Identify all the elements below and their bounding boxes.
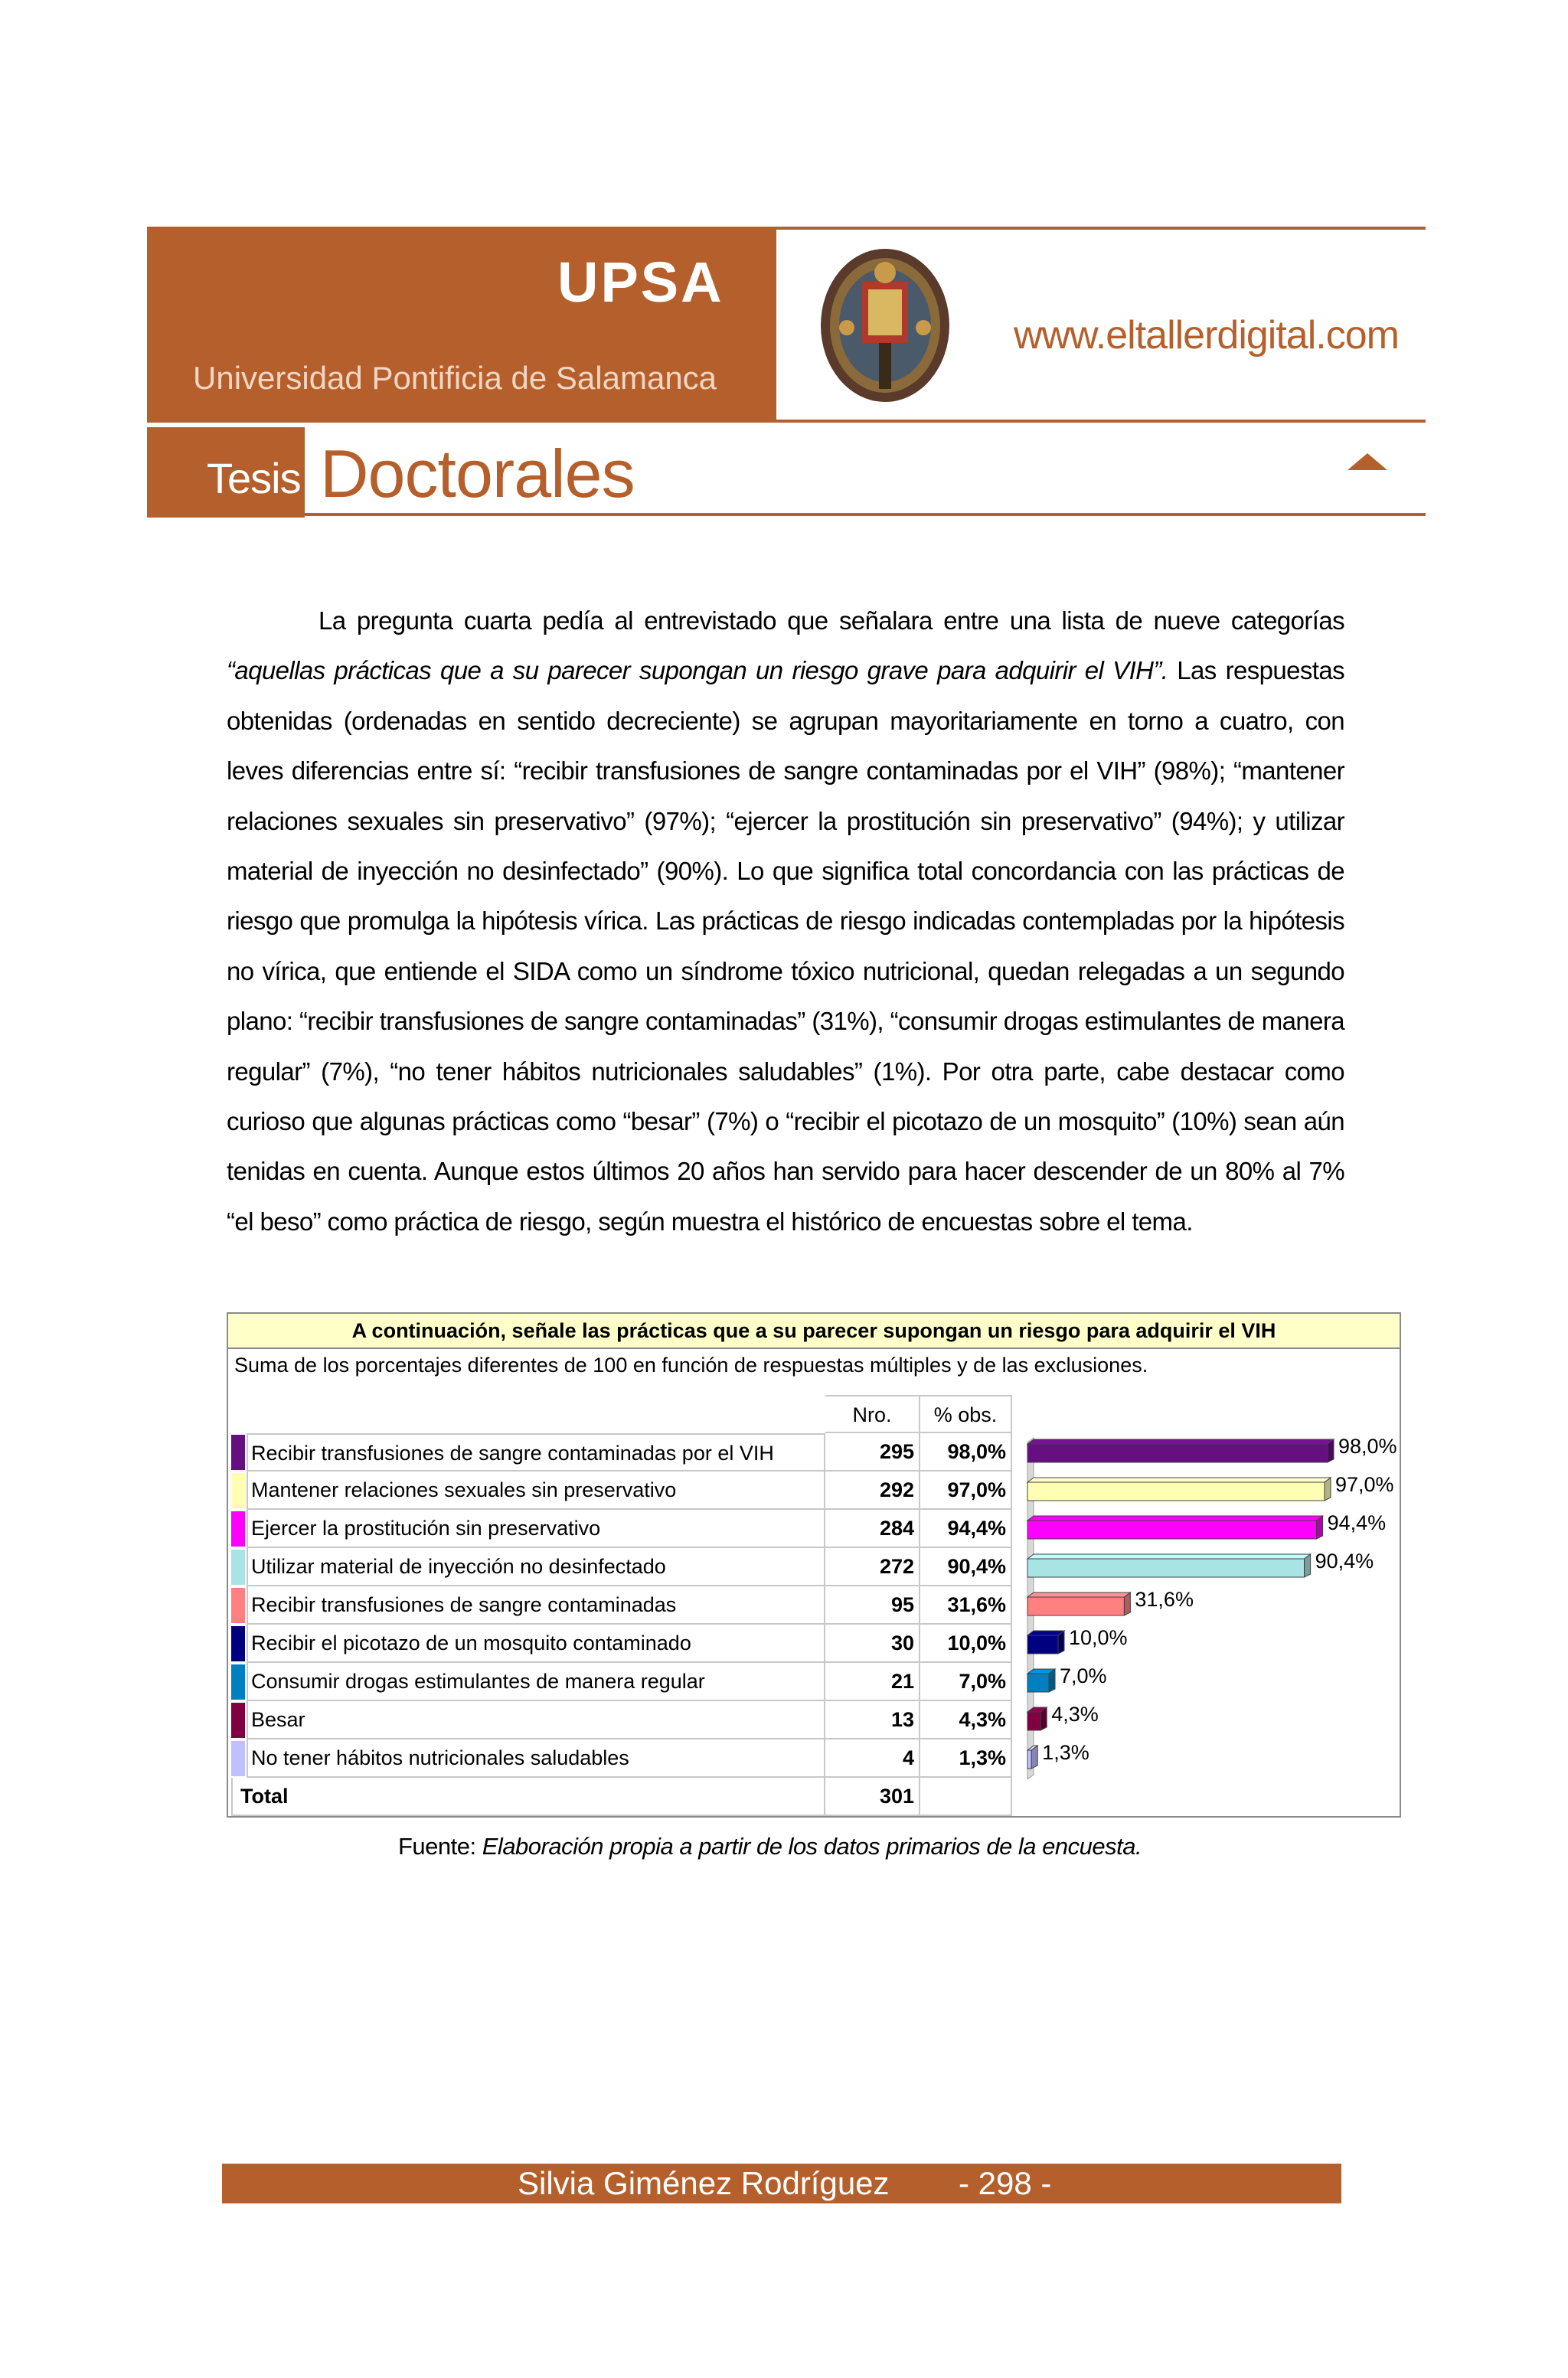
- table-row-percent: 31,6%: [920, 1586, 1012, 1625]
- spacer: [825, 1395, 827, 1396]
- chart-bar: [1027, 1746, 1037, 1769]
- table-row-percent: 97,0%: [920, 1472, 1012, 1510]
- table-row-percent: 98,0%: [920, 1433, 1012, 1472]
- chart-value-label: 90,4%: [1315, 1550, 1374, 1573]
- table-row-percent: 90,4%: [920, 1548, 1012, 1586]
- table-total-label: Total: [231, 1778, 825, 1816]
- legend-swatch: [231, 1435, 245, 1470]
- table-row-percent: 1,3%: [920, 1739, 1012, 1778]
- chart-bar: [1027, 1592, 1130, 1615]
- table-row-label: Consumir drogas estimulantes de manera regular: [247, 1663, 825, 1701]
- banner-divider: [147, 513, 1426, 516]
- results-bar-chart: [1020, 1427, 1403, 1779]
- table-row-count: 272: [825, 1548, 920, 1586]
- chart-value-label: 98,0%: [1338, 1435, 1397, 1458]
- banner-divider: [776, 227, 1426, 230]
- table-row-label: Mantener relaciones sexuales sin preservativo: [247, 1472, 825, 1510]
- table-row-label: Utilizar material de inyección no desinfectado: [247, 1548, 825, 1586]
- table-row-label: Recibir el picotazo de un mosquito contaminado: [247, 1625, 825, 1663]
- chart-value-label: 1,3%: [1042, 1741, 1089, 1764]
- legend-swatch: [231, 1626, 245, 1661]
- table-row-label: Besar: [247, 1701, 825, 1739]
- university-seal-logo: [816, 243, 954, 407]
- table-row-count: 4: [825, 1739, 920, 1778]
- footer-author: Silvia Giménez Rodríguez: [518, 2165, 890, 2201]
- chart-bar: [1027, 1669, 1055, 1692]
- paragraph-text: La pregunta cuarta pedía al entrevistado que señalara entre una lista de nueve categorías: [318, 606, 1344, 635]
- collection-prefix: Tesis: [207, 454, 301, 502]
- chart-bar: [1027, 1516, 1323, 1539]
- table-row-count: 30: [825, 1625, 920, 1663]
- table-row-label: Ejercer la prostitución sin preservativo: [247, 1510, 825, 1548]
- collection-title: Doctorales: [320, 436, 635, 511]
- page-number: - 298 -: [959, 2165, 1052, 2201]
- chart-value-label: 94,4%: [1327, 1511, 1387, 1534]
- table-row-count: 284: [825, 1510, 920, 1548]
- chart-value-label: 10,0%: [1069, 1626, 1128, 1649]
- table-row-percent: 7,0%: [920, 1663, 1012, 1701]
- chart-bar: [1027, 1631, 1064, 1654]
- table-row-count: 13: [825, 1701, 920, 1739]
- table-row-percent: 94,4%: [920, 1510, 1012, 1548]
- institution-name: Universidad Pontificia de Salamanca: [193, 360, 717, 396]
- table-total-empty: [920, 1778, 1012, 1816]
- chart-value-label: 4,3%: [1051, 1703, 1099, 1726]
- legend-swatch: [231, 1511, 245, 1547]
- caption-label: Fuente:: [398, 1833, 476, 1860]
- institution-short-name: UPSA: [557, 250, 724, 314]
- chart-bar: [1027, 1478, 1331, 1501]
- table-total-value: 301: [825, 1778, 920, 1816]
- page-footer: [222, 2164, 1341, 2203]
- header-banner: [147, 227, 1426, 518]
- legend-swatch: [231, 1664, 245, 1700]
- table-row-label: No tener hábitos nutricionales saludables: [247, 1739, 825, 1778]
- table-row-count: 95: [825, 1586, 920, 1625]
- chart-value-label: 31,6%: [1135, 1588, 1194, 1611]
- column-header-count: Nro.: [825, 1395, 920, 1433]
- caption-text: Elaboración propia a partir de los datos primarios de la encuesta.: [482, 1833, 1142, 1860]
- figure-caption: [398, 1833, 1142, 1860]
- legend-swatch: [231, 1473, 245, 1508]
- table-row-count: 295: [825, 1433, 920, 1472]
- survey-question-quote: “aquellas prácticas que a su parecer supongan un riesgo grave para adquirir el VIH”.: [227, 656, 1168, 685]
- chart-bar: [1027, 1707, 1047, 1730]
- paragraph-text: Las respuestas obtenidas (ordenadas en sentido decreciente) se agrupan mayoritariamente en torno a cuatro, con leves diferencias entre sí: “recibir transfusiones de sangre contaminadas por el VIH” (98%); “mantener relaciones sexuales sin preservativo” (97%); “ejercer la prostitución sin preservativo” (94%); y utilizar material de inyección no desinfectado” (90%). Lo que significa total concordancia con las prácticas de riesgo que promulga la hipótesis vírica. Las prácticas de riesgo indicadas contempladas por la hipótesis no vírica, que entiende el SIDA como un síndrome tóxico nutricional, quedan relegadas a un segundo plano: “recibir transfusiones de sangre contaminadas” (31%), “consumir drogas estimulantes de manera regular” (7%), “no tener hábitos nutricionales saludables” (1%). Por otra parte, cabe destacar como curioso que algunas prácticas como “besar” (7%) o “recibir el picotazo de un mosquito” (10%) sean aún tenidas en cuenta. Aunque estos últimos 20 años han servido para hacer descender de un 80% al 7% “el beso” como práctica de riesgo, según muestra el histórico de encuestas sobre el tema.: [227, 656, 1344, 1236]
- table-row-count: 292: [825, 1472, 920, 1510]
- chart-bar: [1027, 1439, 1334, 1462]
- body-paragraph: [227, 596, 1344, 1246]
- banner-divider: [147, 423, 1426, 426]
- legend-swatch: [231, 1550, 245, 1585]
- legend-swatch: [231, 1741, 245, 1776]
- legend-swatch: [231, 1703, 245, 1738]
- table-row-label: Recibir transfusiones de sangre contaminadas por el VIH: [247, 1433, 825, 1472]
- scroll-up-triangle-icon[interactable]: [1348, 453, 1387, 470]
- table-subtitle: Suma de los porcentajes diferentes de 100 en función de respuestas múltiples y de las exclusiones.: [234, 1354, 1148, 1377]
- table-row-count: 21: [825, 1663, 920, 1701]
- table-row-label: Recibir transfusiones de sangre contaminadas: [247, 1586, 825, 1625]
- chart-bar: [1027, 1554, 1311, 1577]
- column-header-percent: % obs.: [920, 1395, 1012, 1433]
- table-row-percent: 10,0%: [920, 1625, 1012, 1663]
- chart-value-label: 97,0%: [1335, 1473, 1394, 1496]
- chart-value-label: 7,0%: [1060, 1664, 1107, 1687]
- legend-swatch: [231, 1588, 245, 1623]
- website-link[interactable]: www.eltallerdigital.com: [1014, 313, 1399, 358]
- table-row-percent: 4,3%: [920, 1701, 1012, 1739]
- table-title: A continuación, señale las prácticas que a su parecer supongan un riesgo para adquirir el VIH: [228, 1314, 1400, 1349]
